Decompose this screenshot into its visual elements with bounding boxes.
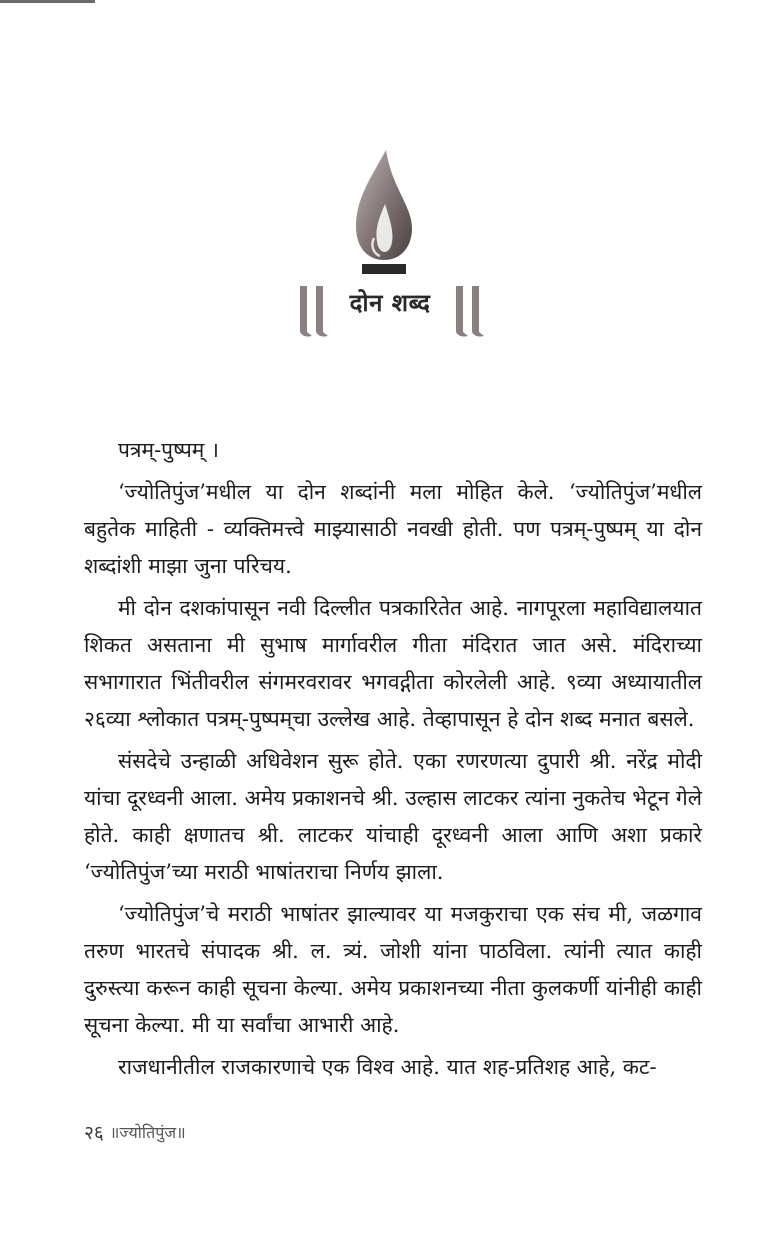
footer-brand: ॥ज्योतिपुंज॥ [109,1123,186,1142]
paragraph: ‘ज्योतिपुंज’मधील या दोन शब्दांनी मला मोहित केले. ‘ज्योतिपुंज’मधील बहुतेक माहिती - व्यक्तिमत्त्वे माझ्यासाठी नवखी होती. पण पत्रम्-पुष्पम् या दोन शब्दांशी माझा जुना परिचय. [84,480,702,578]
right-bar-ornament-icon [442,282,492,338]
page-footer [84,1117,186,1147]
paragraph: संसदेचे उन्हाळी अधिवेशन सुरू होते. एका रणरणत्या दुपारी श्री. नरेंद्र मोदी यांचा दूरध्वनी आला. अमेय प्रकाशनचे श्री. उल्हास लाटकर त्यांना नुकतेच भेटून गेले होते. काही क्षणातच श्री. लाटकर यांचाही दूरध्वनी आला आणि अशा प्रकारे ‘ज्योतिपुंज’च्या मराठी भाषांतराचा निर्णय झाला. [84,749,702,884]
top-rule [0,0,95,3]
page-title: दोन शब्द [349,288,431,317]
paragraph-opening: पत्रम्-पुष्पम् । [118,438,219,462]
heading-row [0,280,784,340]
body-text [84,432,702,1091]
paragraph: राजधानीतील राजकारणाचे एक विश्व आहे. यात शह-प्रतिशह आहे, कट- [118,1055,657,1079]
paragraph: मी दोन दशकांपासून नवी दिल्लीत पत्रकारितेत आहे. नागपूरला महाविद्यालयात शिकत असताना मी सुभाष मार्गावरील गीता मंदिरात जात असे. मंदिराच्या सभागारात भिंतीवरील संगमरवरावर भगवद्गीता कोरलेली आहे. ९व्या अध्यायातील २६व्या श्लोकात पत्रम्-पुष्पम्‌चा उल्लेख आहे. तेव्हापासून हे दोन शब्द मनात बसले. [84,596,702,731]
page-number: २६ [84,1122,104,1144]
paragraph: ‘ज्योतिपुंज’चे मराठी भाषांतर झाल्यावर या मजकुराचा एक संच मी, जळगाव तरुण भारतचे संपादक श्री. ल. त्र्यं. जोशी यांना पाठविला. त्यांनी त्यात काही दुरुस्त्या करून काही सूचना केल्या. अमेय प्रकाशनच्या नीता कुलकर्णी यांनीही काही सूचना केल्या. मी या सर्वांचा आभारी आहे. [84,902,702,1037]
flame-lamp-icon [352,148,416,278]
